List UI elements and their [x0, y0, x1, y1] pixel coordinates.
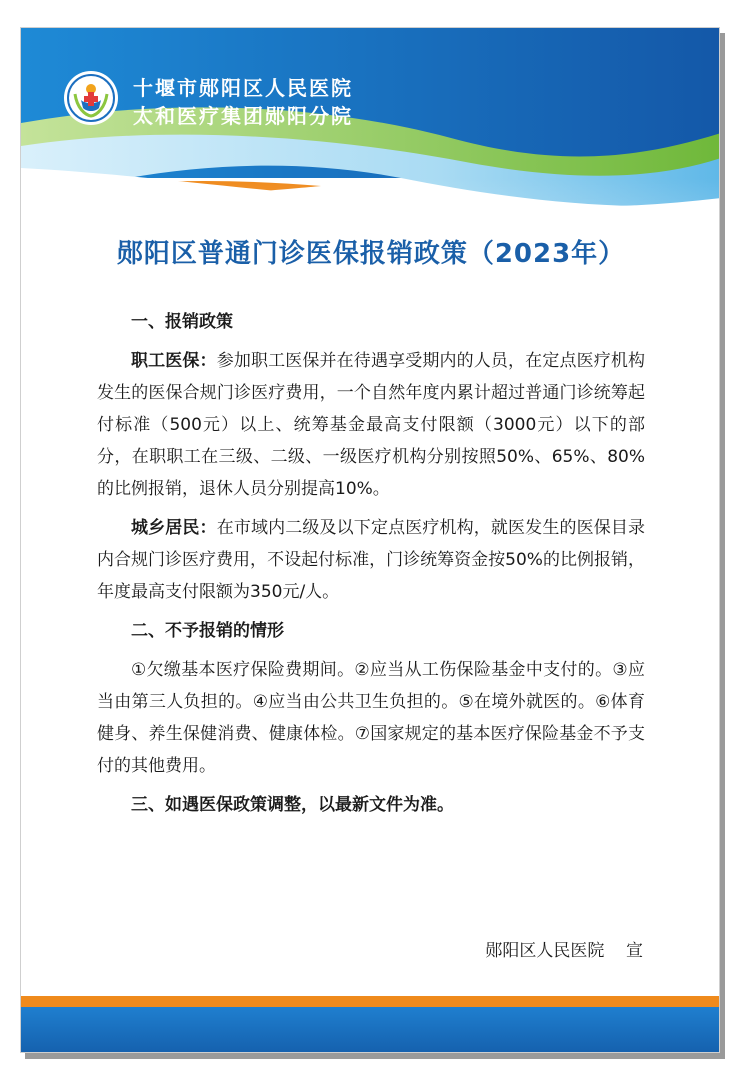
paragraph-employee-insurance — [97, 345, 645, 505]
hospital-name-line2: 太和医疗集团郧阳分院 — [133, 104, 353, 128]
signature: 郧阳区人民医院 宣 — [485, 941, 643, 961]
page-title: 郧阳区普通门诊医保报销政策（2023年） — [116, 239, 626, 269]
label-resident-insurance: 城乡居民： — [131, 518, 217, 538]
hospital-logo-icon — [63, 70, 119, 126]
text-resident-insurance: 在市域内二级及以下定点医疗机构，就医发生的医保目录内合规门诊医疗费用，不设起付标准，门诊统筹资金按50%的比例报销，年度最高支付限额为350元/人。 — [97, 518, 646, 602]
hospital-name-line1: 十堰市郧阳区人民医院 — [133, 76, 353, 100]
paragraph-non-reimbursable-cases: ①欠缴基本医疗保险费期间。②应当从工伤保险基金中支付的。③应当由第三人负担的。④应当由公共卫生负担的。⑤在境外就医的。⑥体育健身、养生保健消费、健康体检。⑦国家规定的基本医疗保险基金不予支付的其他费用。 — [97, 660, 645, 776]
section-heading-policy-adjustment: 三、如遇医保政策调整，以最新文件为准。 — [131, 795, 454, 815]
text-employee-insurance: 参加职工医保并在待遇享受期内的人员，在定点医疗机构发生的医保合规门诊医疗费用，一个自然年度内累计超过普通门诊统筹起付标准（500元）以上、统筹基金最高支付限额（3000元）以下的部分，在职职工在三级、二级、一级医疗机构分别按照50%、65%、80%的比例报销，退休人员分别提高10%。 — [97, 351, 646, 499]
policy-poster — [20, 27, 720, 1053]
paragraph-resident-insurance — [97, 512, 645, 608]
footer-blue-band — [21, 1007, 720, 1053]
footer-orange-stripe — [21, 996, 720, 1007]
section-heading-reimbursement-policy: 一、报销政策 — [131, 312, 233, 332]
section-heading-non-reimbursable: 二、不予报销的情形 — [131, 621, 284, 641]
policy-content — [97, 306, 645, 828]
label-employee-insurance: 职工医保： — [131, 351, 217, 371]
